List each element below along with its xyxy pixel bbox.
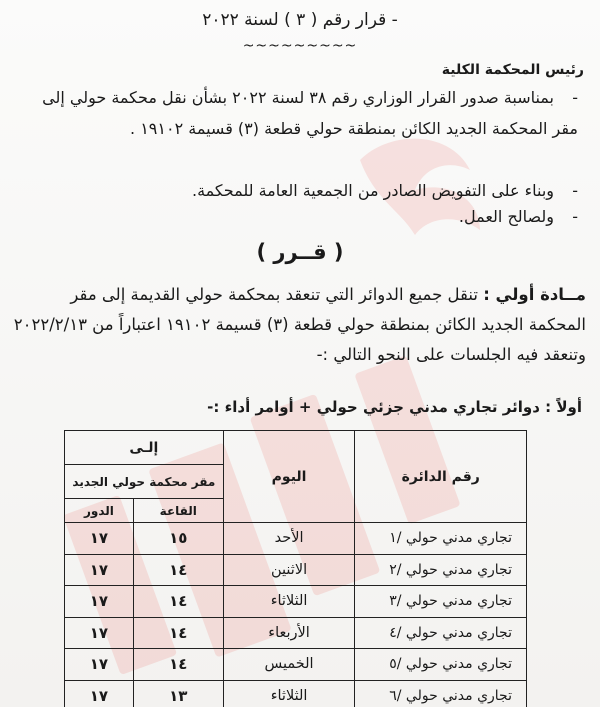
day-cell: الأربعاء [223, 617, 355, 649]
preamble-item-3 [18, 201, 578, 232]
table-row [65, 649, 527, 681]
circuits-table [64, 430, 527, 707]
preamble-text: ولصالح العمل. [458, 207, 554, 226]
table-row [65, 617, 527, 649]
article-label: مــادة أولي : [483, 285, 586, 304]
hall-cell: ١٣ [133, 680, 223, 707]
table-row [65, 523, 527, 555]
day-cell: الاثنين [223, 554, 355, 586]
floor-cell: ١٧ [65, 586, 134, 618]
decision-title: - قرار رقم ( ٣ ) لسنة ٢٠٢٢ [202, 10, 398, 30]
day-cell: الأحد [223, 523, 355, 555]
floor-cell: ١٧ [65, 554, 134, 586]
section-heading: أولاً : دوائر تجاري مدني جزئي حولي + أوامر أداء :- [207, 398, 582, 416]
preamble-item-1 [18, 82, 578, 144]
header-hall: القاعة [133, 499, 223, 523]
bullet-dash: - [572, 88, 578, 107]
day-cell: الثلاثاء [223, 586, 355, 618]
decision-heading: ( قــرر ) [256, 240, 344, 264]
preamble-text: بمناسبة صدور القرار الوزاري رقم ٣٨ لسنة ٢٠٢٢ بشأن نقل محكمة حولي إلى مقر المحكمة الجديد الكائن بمنطقة حولي قطعة (٣) قسيمة ١٩١٠٢ . [42, 88, 578, 138]
floor-cell: ١٧ [65, 680, 134, 707]
circuit-cell: تجاري مدني حولي /١ [355, 523, 527, 555]
day-cell: الثلاثاء [223, 680, 355, 707]
header-to: إلـى [65, 431, 224, 465]
table-row [65, 586, 527, 618]
header-day: اليوم [223, 431, 355, 523]
floor-cell: ١٧ [65, 523, 134, 555]
hall-cell: ١٤ [133, 649, 223, 681]
header-floor: الدور [65, 499, 134, 523]
hall-cell: ١٤ [133, 554, 223, 586]
issuing-authority: رئيس المحكمة الكلية [441, 62, 584, 78]
circuit-cell: تجاري مدني حولي /٤ [355, 617, 527, 649]
circuit-cell: تجاري مدني حولي /٣ [355, 586, 527, 618]
hall-cell: ١٤ [133, 617, 223, 649]
floor-cell: ١٧ [65, 649, 134, 681]
decorative-tilde-line: ~~~~~~~~~ [242, 38, 358, 54]
floor-cell: ١٧ [65, 617, 134, 649]
article-text: تنقل جميع الدوائر التي تنعقد بمحكمة حولي القديمة إلى مقر المحكمة الجديد الكائن بمنطقة حولي قطعة (٣) قسيمة ١٩١٠٢ اعتباراً من ٢٠٢٢/٢/١٣ وتنعقد فيه الجلسات على النحو التالي :- [13, 285, 586, 364]
hall-cell: ١٥ [133, 523, 223, 555]
header-circuit: رقم الدائرة [355, 431, 527, 523]
preamble-text: وبناء على التفويض الصادر من الجمعية العامة للمحكمة. [191, 181, 554, 200]
circuit-cell: تجاري مدني حولي /٦ [355, 680, 527, 707]
bullet-dash: - [572, 207, 578, 226]
article-1 [11, 280, 586, 370]
table-row [65, 680, 527, 707]
day-cell: الخميس [223, 649, 355, 681]
bullet-dash: - [572, 181, 578, 200]
header-new-hq: مقر محكمة حولي الجديد [65, 465, 224, 499]
table-row [65, 554, 527, 586]
circuit-cell: تجاري مدني حولي /٢ [355, 554, 527, 586]
circuit-cell: تجاري مدني حولي /٥ [355, 649, 527, 681]
hall-cell: ١٤ [133, 586, 223, 618]
